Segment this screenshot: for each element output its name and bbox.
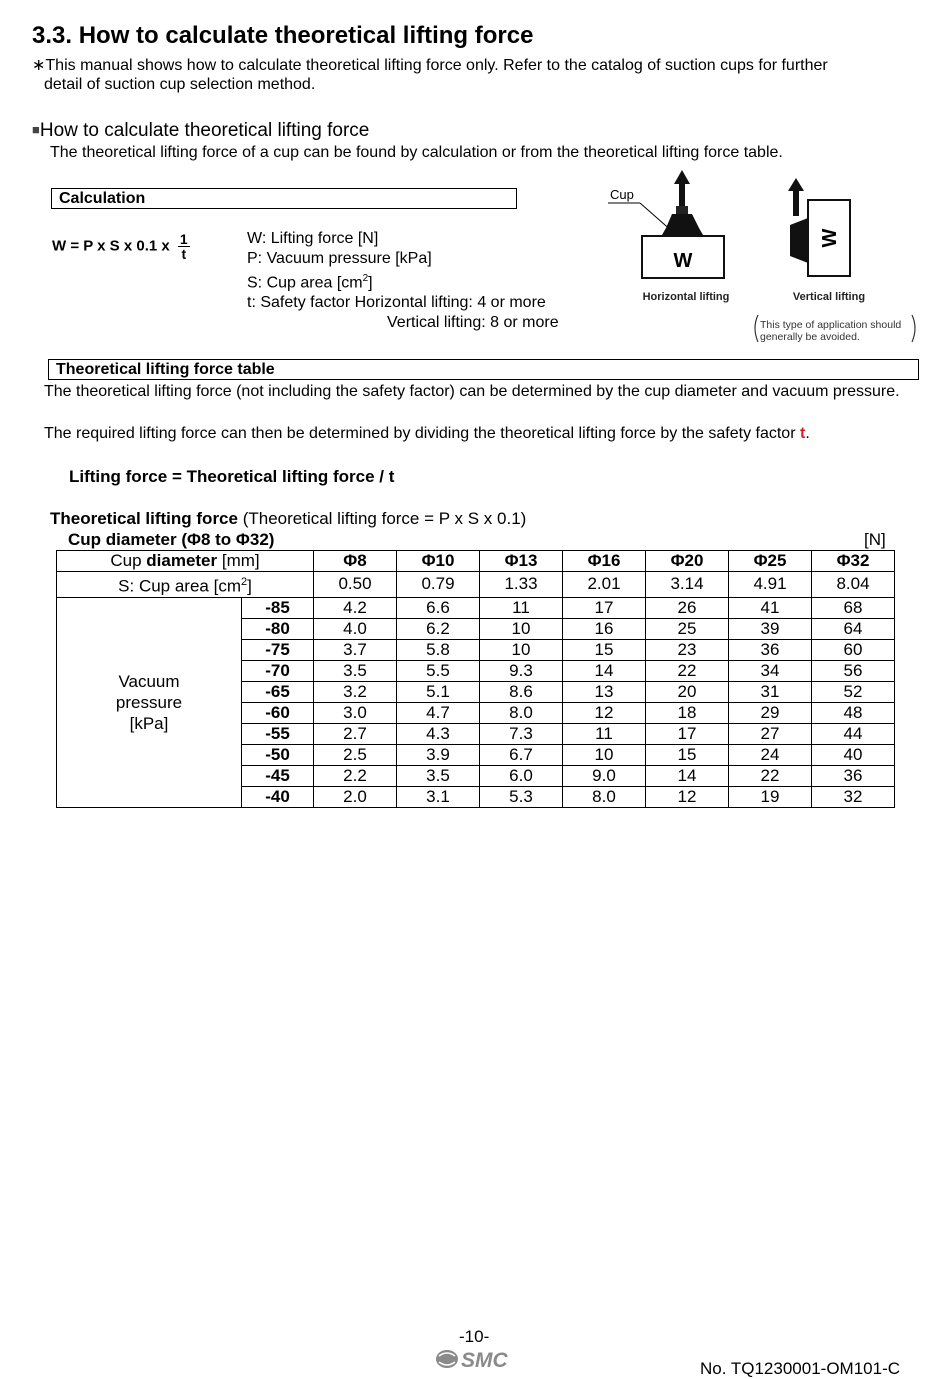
diameter-header-label: Cup diameter [mm] <box>57 551 314 572</box>
def-t: t: Safety factor Horizontal lifting: 4 or more <box>247 294 546 312</box>
table-title: Theoretical lifting force (Theoretical lifting force = P x S x 0.1) <box>50 509 527 528</box>
lifting-force-cell: 15 <box>646 744 729 765</box>
horizontal-workpiece-label: W <box>673 250 693 272</box>
formula-definitions <box>247 229 559 333</box>
lifting-force-cell: 14 <box>563 660 646 681</box>
table-section-label: Theoretical lifting force table <box>48 359 919 380</box>
lifting-force-cell: 68 <box>812 597 895 618</box>
section-heading-text: How to calculate theoretical lifting force <box>39 120 370 141</box>
lifting-force-cell: 34 <box>729 660 812 681</box>
lifting-force-cell: 25 <box>646 618 729 639</box>
lifting-force-cell: 2.0 <box>314 786 397 807</box>
warning-line-1: This type of application should <box>760 319 902 331</box>
pressure-value-cell: -75 <box>242 639 314 660</box>
formula-main: W = P x S x 0.1 x <box>52 237 170 255</box>
square-bullet-icon: ■ <box>32 122 40 137</box>
manual-note: ∗This manual shows how to calculate theoretical lifting force only. Refer to the catalog of suction cups for further <box>32 57 828 74</box>
cup-area-cell: 3.14 <box>646 572 729 598</box>
manual-note-continued: detail of suction cup selection method. <box>44 76 316 93</box>
lifting-force-cell: 6.6 <box>397 597 480 618</box>
cup-area-cell: 4.91 <box>729 572 812 598</box>
pressure-value-cell: -60 <box>242 702 314 723</box>
lifting-force-cell: 56 <box>812 660 895 681</box>
lifting-force-cell: 17 <box>646 723 729 744</box>
page-title: 3.3. How to calculate theoretical lifting force <box>32 22 534 49</box>
lifting-force-cell: 3.9 <box>397 744 480 765</box>
vertical-lifting-caption: Vertical lifting <box>792 291 866 303</box>
pressure-value-cell: -45 <box>242 765 314 786</box>
warning-line-2: generally be avoided. <box>760 331 860 343</box>
vacuum-pressure-label: Vacuum pressure [kPa] <box>57 597 242 807</box>
lifting-force-equation: Lifting force = Theoretical lifting force / t <box>69 467 395 486</box>
lifting-force-cell: 8.6 <box>480 681 563 702</box>
vertical-up-arrow-icon <box>788 178 804 216</box>
diameter-header-cell: Φ25 <box>729 551 812 572</box>
lifting-force-cell: 5.5 <box>397 660 480 681</box>
lifting-force-cell: 3.1 <box>397 786 480 807</box>
lifting-force-cell: 36 <box>812 765 895 786</box>
diameter-header-cell: Φ16 <box>563 551 646 572</box>
diameter-header-row <box>57 551 895 572</box>
lifting-force-cell: 23 <box>646 639 729 660</box>
lifting-force-cell: 4.0 <box>314 618 397 639</box>
cup-label: Cup <box>610 187 634 202</box>
lifting-force-cell: 13 <box>563 681 646 702</box>
lifting-force-cell: 4.3 <box>397 723 480 744</box>
formula-denominator: t <box>181 246 187 262</box>
cup-icon <box>666 214 699 228</box>
pressure-value-cell: -55 <box>242 723 314 744</box>
formula-fraction <box>178 232 190 261</box>
lifting-force-cell: 6.0 <box>480 765 563 786</box>
lifting-force-cell: 40 <box>812 744 895 765</box>
section-intro: The theoretical lifting force of a cup can be found by calculation or from the theoretical lifting force table. <box>50 144 783 161</box>
lifting-force-cell: 48 <box>812 702 895 723</box>
cup-area-cell: 0.50 <box>314 572 397 598</box>
diameter-header-cell: Φ8 <box>314 551 397 572</box>
diameter-header-cell: Φ20 <box>646 551 729 572</box>
horizontal-lifting-caption: Horizontal lifting <box>642 291 730 303</box>
lifting-force-cell: 31 <box>729 681 812 702</box>
lifting-force-cell: 2.7 <box>314 723 397 744</box>
lifting-force-cell: 16 <box>563 618 646 639</box>
lifting-force-cell: 3.2 <box>314 681 397 702</box>
lifting-force-cell: 5.8 <box>397 639 480 660</box>
lifting-force-cell: 11 <box>563 723 646 744</box>
lifting-force-cell: 26 <box>646 597 729 618</box>
lifting-force-cell: 5.3 <box>480 786 563 807</box>
cup-area-cell: 2.01 <box>563 572 646 598</box>
lifting-force-cell: 12 <box>646 786 729 807</box>
horizontal-up-arrow-icon <box>674 170 690 206</box>
warning-right-paren <box>912 315 915 342</box>
pressure-value-cell: -65 <box>242 681 314 702</box>
cup-area-cell: 1.33 <box>480 572 563 598</box>
def-w: W: Lifting force [N] <box>247 230 379 247</box>
lifting-force-cell: 7.3 <box>480 723 563 744</box>
cup-area-cell: 8.04 <box>812 572 895 598</box>
vertical-workpiece-label: W <box>819 228 841 248</box>
lifting-force-cell: 3.5 <box>397 765 480 786</box>
formula-numerator: 1 <box>179 231 188 247</box>
lifting-force-cell: 44 <box>812 723 895 744</box>
lifting-force-cell: 10 <box>563 744 646 765</box>
pressure-value-cell: -80 <box>242 618 314 639</box>
diameter-header-cell: Φ32 <box>812 551 895 572</box>
pressure-value-cell: -50 <box>242 744 314 765</box>
lifting-force-cell: 8.0 <box>480 702 563 723</box>
diameter-header-cell: Φ13 <box>480 551 563 572</box>
pressure-row <box>57 597 895 618</box>
lifting-force-cell: 3.7 <box>314 639 397 660</box>
lifting-force-cell: 9.3 <box>480 660 563 681</box>
cup-area-cell: 0.79 <box>397 572 480 598</box>
force-unit: [N] <box>864 530 886 549</box>
lifting-force-cell: 17 <box>563 597 646 618</box>
pressure-value-cell: -70 <box>242 660 314 681</box>
lifting-force-cell: 5.1 <box>397 681 480 702</box>
lifting-force-cell: 52 <box>812 681 895 702</box>
lifting-force-cell: 9.0 <box>563 765 646 786</box>
lifting-force-cell: 32 <box>812 786 895 807</box>
lifting-diagram <box>600 168 930 353</box>
lifting-force-cell: 10 <box>480 618 563 639</box>
cup-area-label: S: Cup area $[cm^2]$ <box>57 572 314 598</box>
lifting-force-cell: 36 <box>729 639 812 660</box>
lifting-force-cell: 64 <box>812 618 895 639</box>
lifting-force-cell: 24 <box>729 744 812 765</box>
cup-area-row <box>57 572 895 598</box>
lifting-force-formula <box>52 232 190 261</box>
diameter-header-cell: Φ10 <box>397 551 480 572</box>
lifting-force-cell: 6.2 <box>397 618 480 639</box>
lifting-force-cell: 18 <box>646 702 729 723</box>
safety-factor-description: The required lifting force can then be determined by dividing the theoretical lifting force by the safety factor t. <box>44 425 810 442</box>
lifting-force-cell: 29 <box>729 702 812 723</box>
smc-logo <box>435 1346 517 1372</box>
lifting-force-cell: 3.5 <box>314 660 397 681</box>
cup-diameter-range: Cup diameter (Φ8 to Φ32) <box>68 530 275 549</box>
lifting-force-cell: 2.2 <box>314 765 397 786</box>
lifting-force-cell: 4.7 <box>397 702 480 723</box>
lifting-force-cell: 27 <box>729 723 812 744</box>
safety-factor-t: t <box>799 425 806 442</box>
lifting-force-cell: 22 <box>729 765 812 786</box>
vertical-cup-icon <box>790 218 808 263</box>
lifting-force-cell: 8.0 <box>563 786 646 807</box>
lifting-force-cell: 6.7 <box>480 744 563 765</box>
smc-logo-text: SMC <box>461 1349 508 1372</box>
lifting-force-cell: 15 <box>563 639 646 660</box>
lifting-force-cell: 4.2 <box>314 597 397 618</box>
lifting-force-cell: 39 <box>729 618 812 639</box>
lifting-force-cell: 3.0 <box>314 702 397 723</box>
lifting-force-cell: 60 <box>812 639 895 660</box>
lifting-force-cell: 19 <box>729 786 812 807</box>
pressure-value-cell: -40 <box>242 786 314 807</box>
lifting-force-table <box>56 550 895 808</box>
def-t-vertical: Vertical lifting: 8 or more <box>387 314 559 332</box>
lifting-force-cell: 14 <box>646 765 729 786</box>
def-p: P: Vacuum pressure [kPa] <box>247 250 432 267</box>
page-number: -10- <box>459 1327 490 1346</box>
lifting-force-cell: 22 <box>646 660 729 681</box>
lifting-force-cell: 12 <box>563 702 646 723</box>
pressure-value-cell: -85 <box>242 597 314 618</box>
cup-lip <box>662 228 703 235</box>
def-s: S: Cup area $[cm^2]$ <box>247 273 373 292</box>
lifting-force-cell: 41 <box>729 597 812 618</box>
lifting-force-cell: 11 <box>480 597 563 618</box>
table-description: The theoretical lifting force (not including the safety factor) can be determined by the cup diameter and vacuum pressure. <box>44 383 900 400</box>
lifting-force-cell: 2.5 <box>314 744 397 765</box>
section-heading <box>32 120 369 142</box>
calculation-label: Calculation <box>51 188 517 209</box>
warning-left-paren <box>755 315 758 342</box>
lifting-force-cell: 20 <box>646 681 729 702</box>
document-number: No. TQ1230001-OM101-C <box>700 1359 901 1378</box>
lifting-force-cell: 10 <box>480 639 563 660</box>
cup-stem <box>676 206 688 214</box>
